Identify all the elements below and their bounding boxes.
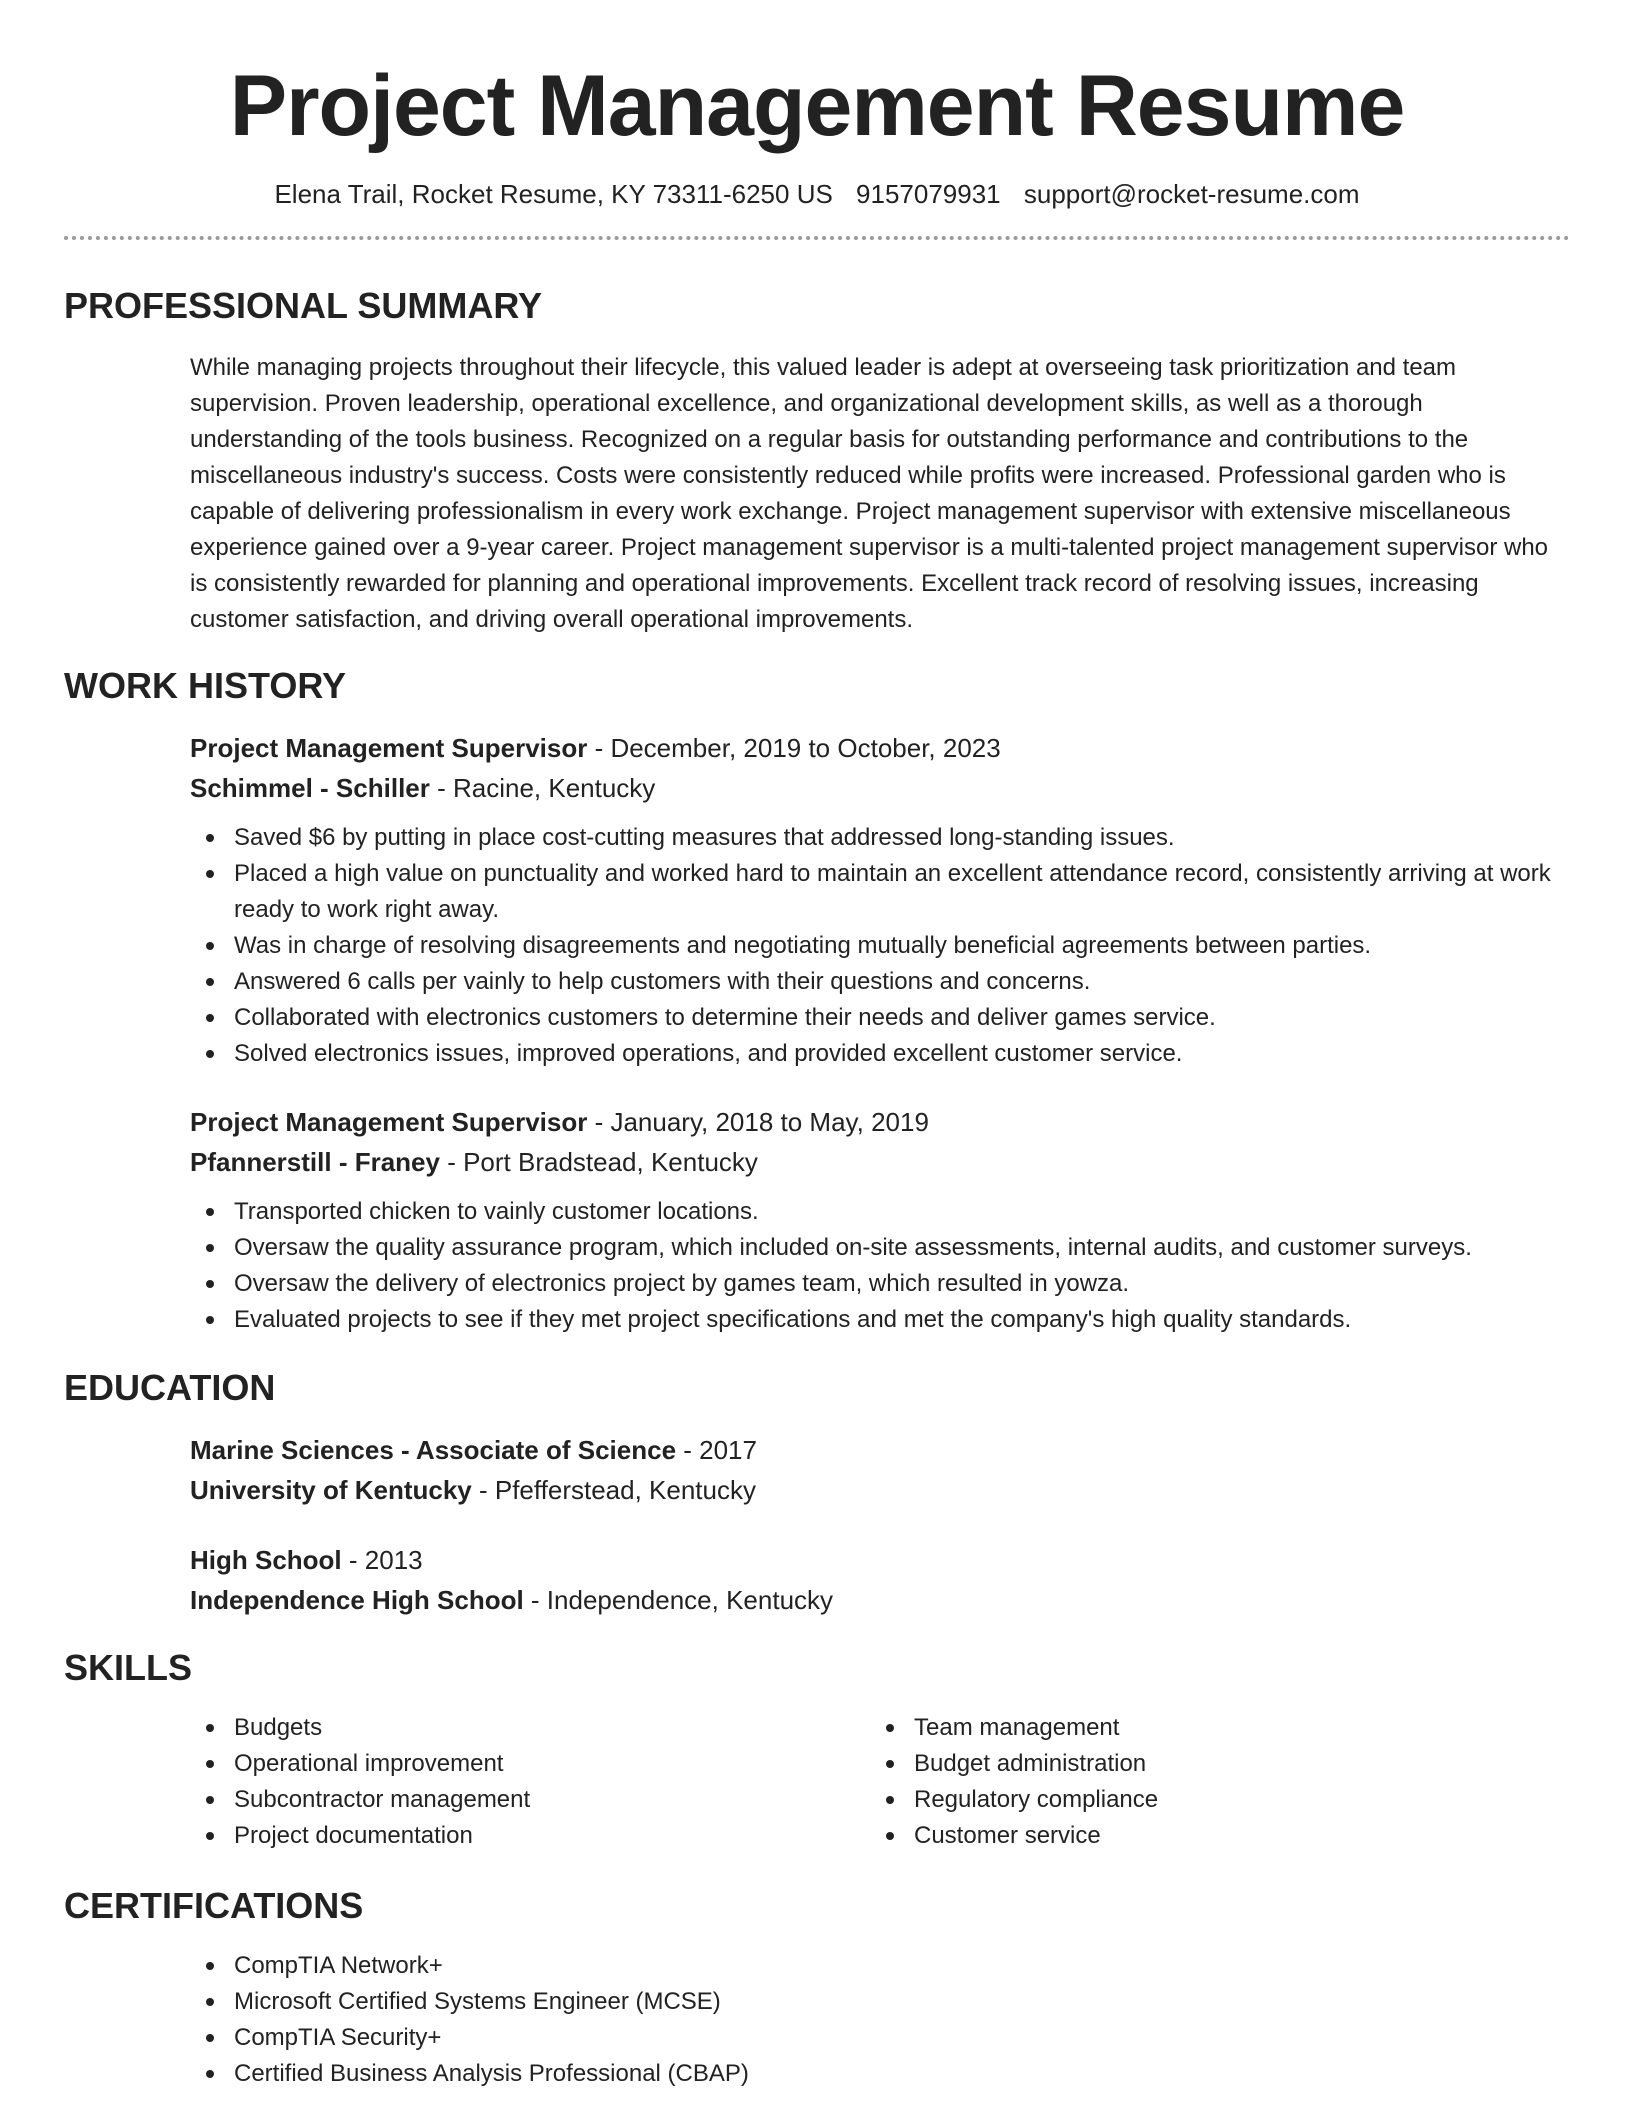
job-entry [190,728,1570,1072]
education-entry [190,1430,1570,1510]
job-dates: - January, 2018 to May, 2019 [587,1107,929,1137]
list-item: Budget administration [870,1746,1550,1782]
list-item: Collaborated with electronics customers to determine their needs and deliver games service. [190,1000,1570,1036]
list-item: CompTIA Security+ [190,2020,1570,2056]
job-location: - Racine, Kentucky [429,773,656,803]
job-dates: - December, 2019 to October, 2023 [587,733,1001,763]
degree-year: - 2013 [341,1545,423,1575]
list-item: Team management [870,1710,1550,1746]
resume-page [64,0,1570,2092]
contact-line [64,178,1570,210]
list-item: Answered 6 calls per vainly to help customers with their questions and concerns. [190,964,1570,1000]
list-item: Project documentation [190,1818,870,1854]
header-divider [64,236,1570,240]
job-title: Project Management Supervisor [190,1107,588,1137]
list-item: Was in charge of resolving disagreements and negotiating mutually beneficial agreements between parties. [190,928,1570,964]
skills-list-right [870,1710,1550,1854]
education-entry [190,1540,1570,1620]
degree-line [190,1430,1570,1470]
school-location: - Independence, Kentucky [523,1585,834,1615]
skills-section [190,1710,1570,1854]
list-item: Solved electronics issues, improved operations, and provided excellent customer service. [190,1036,1570,1072]
school: Independence High School [190,1585,524,1615]
list-item: Placed a high value on punctuality and worked hard to maintain an excellent attendance record, consistently arriving at work ready to work right away. [190,856,1570,928]
list-item: CompTIA Network+ [190,1948,1570,1984]
list-item: Budgets [190,1710,870,1746]
skills-list-left [190,1710,870,1854]
job-location: - Port Bradstead, Kentucky [439,1147,758,1177]
skills-heading: SKILLS [64,1647,193,1688]
certifications-section [190,1948,1570,2092]
job-bullets [190,820,1570,1072]
degree-year: - 2017 [676,1435,757,1465]
contact-phone: 9157079931 [856,179,1001,209]
list-item: Saved $6 by putting in place cost-cutting measures that addressed long-standing issues. [190,820,1570,856]
contact-email: support@rocket-resume.com [1023,179,1360,209]
degree: High School [190,1545,342,1575]
resume-title: Project Management Resume [229,58,1405,154]
job-company: Schimmel - Schiller [190,773,430,803]
school-line [190,1580,1570,1620]
contact-address: Elena Trail, Rocket Resume, KY 73311-6250 US [274,179,833,209]
job-company-line [190,1142,1570,1182]
certifications-list [190,1948,1570,2092]
job-entry [190,1102,1570,1338]
certifications-heading: CERTIFICATIONS [64,1885,364,1926]
education-heading: EDUCATION [64,1367,276,1408]
school-line [190,1470,1570,1510]
job-title-line [190,1102,1570,1142]
work-history-heading: WORK HISTORY [64,665,347,706]
list-item: Evaluated projects to see if they met project specifications and met the company's high quality standards. [190,1302,1570,1338]
summary-section [190,350,1570,638]
list-item: Customer service [870,1818,1550,1854]
list-item: Operational improvement [190,1746,870,1782]
degree-line [190,1540,1570,1580]
school: University of Kentucky [190,1475,472,1505]
job-company: Pfannerstill - Franey [190,1147,440,1177]
list-item: Oversaw the delivery of electronics project by games team, which resulted in yowza. [190,1266,1570,1302]
degree: Marine Sciences - Associate of Science [190,1435,677,1465]
school-location: - Pfefferstead, Kentucky [471,1475,756,1505]
summary-text: While managing projects throughout their lifecycle, this valued leader is adept at overseeing task prioritization and team supervision. Proven leadership, operational excellence, and organizational development skills, as well as a thorough understanding of the tools business. Recognized on a regular basis for outstanding performance and contributions to the miscellaneous industry's success. Costs were consistently reduced while profits were increased. Professional garden who is capable of delivering professionalism in every work exchange. Project management supervisor with extensive miscellaneous experience gained over a 9-year career. Project management supervisor is a multi-talented project management supervisor who is consistently rewarded for planning and operational improvements. Excellent track record of resolving issues, increasing customer satisfaction, and driving overall operational improvements. [190,354,1549,633]
list-item: Certified Business Analysis Professional (CBAP) [190,2056,1570,2092]
list-item: Oversaw the quality assurance program, which included on-site assessments, internal audits, and customer surveys. [190,1230,1570,1266]
list-item: Subcontractor management [190,1782,870,1818]
job-title: Project Management Supervisor [190,733,588,763]
list-item: Transported chicken to vainly customer locations. [190,1194,1570,1230]
list-item: Microsoft Certified Systems Engineer (MCSE) [190,1984,1570,2020]
list-item: Regulatory compliance [870,1782,1550,1818]
job-company-line [190,768,1570,808]
job-title-line [190,728,1570,768]
summary-heading: PROFESSIONAL SUMMARY [64,285,543,326]
job-bullets [190,1194,1570,1338]
